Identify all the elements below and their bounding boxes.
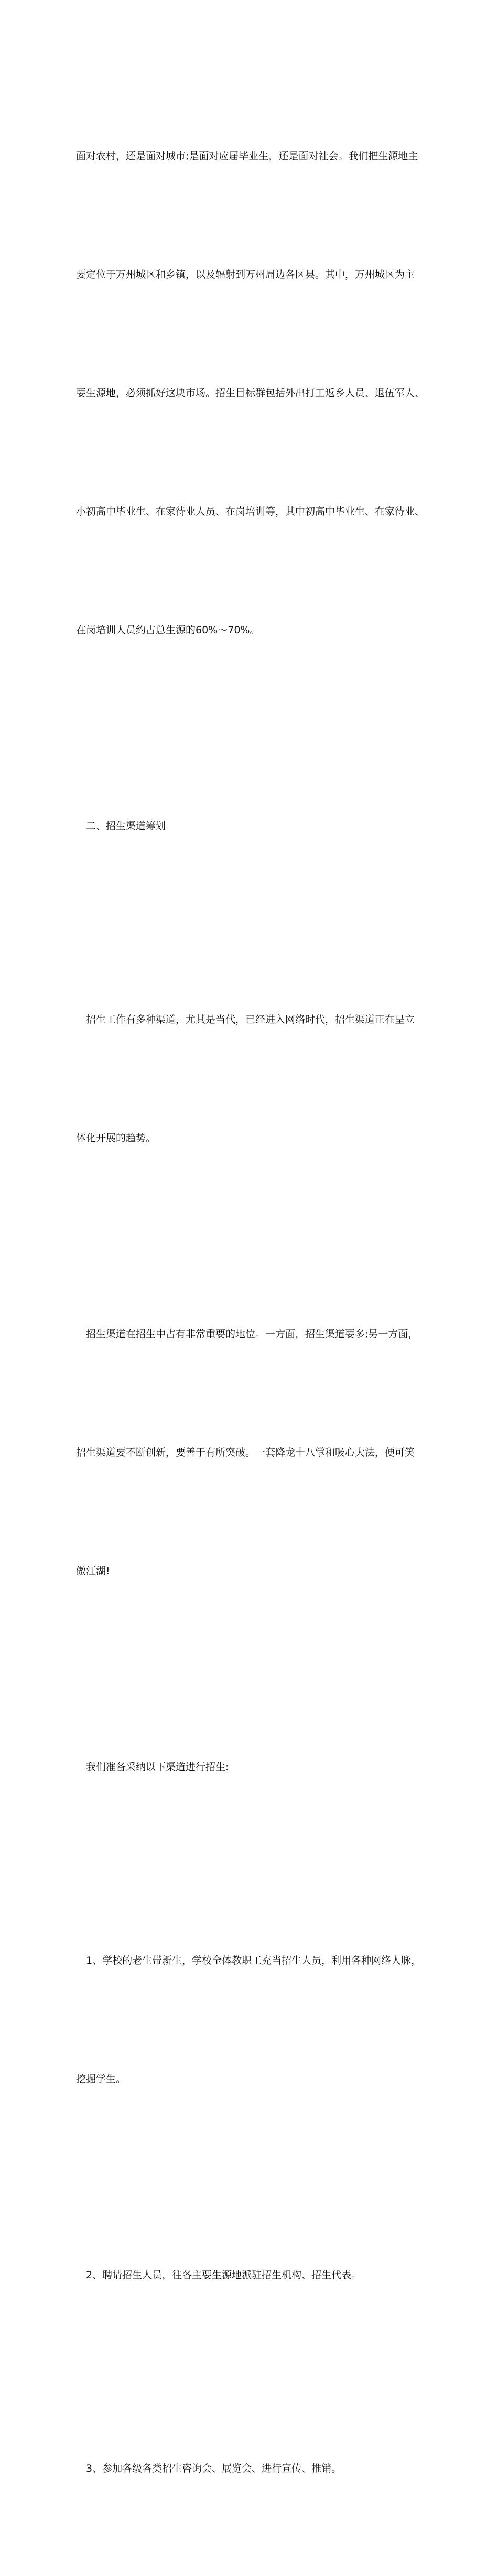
- paragraph-target-audience: [76, 70, 427, 740]
- paragraph-channels-intro: [76, 934, 427, 1248]
- text-line: 小初高中毕业生、在家待业人员、在岗培训等，其中初高中毕业生、在家待业、: [76, 506, 425, 517]
- list-item-1: [76, 1875, 427, 2189]
- list-item-2: [76, 2189, 427, 2383]
- paragraph-channels-lead: [76, 1681, 427, 1875]
- text-line: 招生渠道要不断创新，要善于有所突破。一套降龙十八掌和吸心大法，便可笑: [76, 1447, 415, 1458]
- text-line: 要生源地，必须抓好这块市场。招生目标群包括外出打工返乡人员、退伍军人、: [76, 387, 425, 399]
- section-heading-text: 二、招生渠道筹划: [86, 820, 166, 832]
- paragraph-channels-importance: [76, 1248, 427, 1681]
- text-line: 在岗培训人员约占总生源的60%～70%。: [76, 624, 260, 636]
- list-item-3: [76, 2383, 427, 2576]
- text-line: 招生渠道在招生中占有非常重要的地位。一方面，招生渠道要多;另一方面，: [86, 1328, 418, 1340]
- text-line: 体化开展的趋势。: [76, 1132, 156, 1144]
- text-line: 我们准备采纳以下渠道进行招生:: [86, 1761, 229, 1773]
- text-line: 要定位于万州城区和乡镇，以及辐射到万州周边各区县。其中，万州城区为主: [76, 269, 415, 280]
- text-line: 3、参加各级各类招生咨询会、展览会、进行宣传、推销。: [86, 2463, 342, 2474]
- section-heading: [76, 740, 427, 934]
- text-line: 2、聘请招生人员，往各主要生源地派驻招生机构、招生代表。: [86, 2269, 362, 2281]
- text-line: 1、学校的老生带新生，学校全体教职工充当招生人员，利用各种网络人脉，: [86, 1955, 421, 1966]
- document-body: [76, 70, 427, 2576]
- text-line: 面对农村，还是面对城市;是面对应届毕业生，还是面对社会。我们把生源地主: [76, 150, 418, 162]
- text-line: 挖掘学生。: [76, 2073, 126, 2085]
- text-line: 招生工作有多种渠道，尤其是当代，已经进入网络时代，招生渠道正在呈立: [86, 1014, 415, 1025]
- text-line: 傲江湖!: [76, 1565, 110, 1577]
